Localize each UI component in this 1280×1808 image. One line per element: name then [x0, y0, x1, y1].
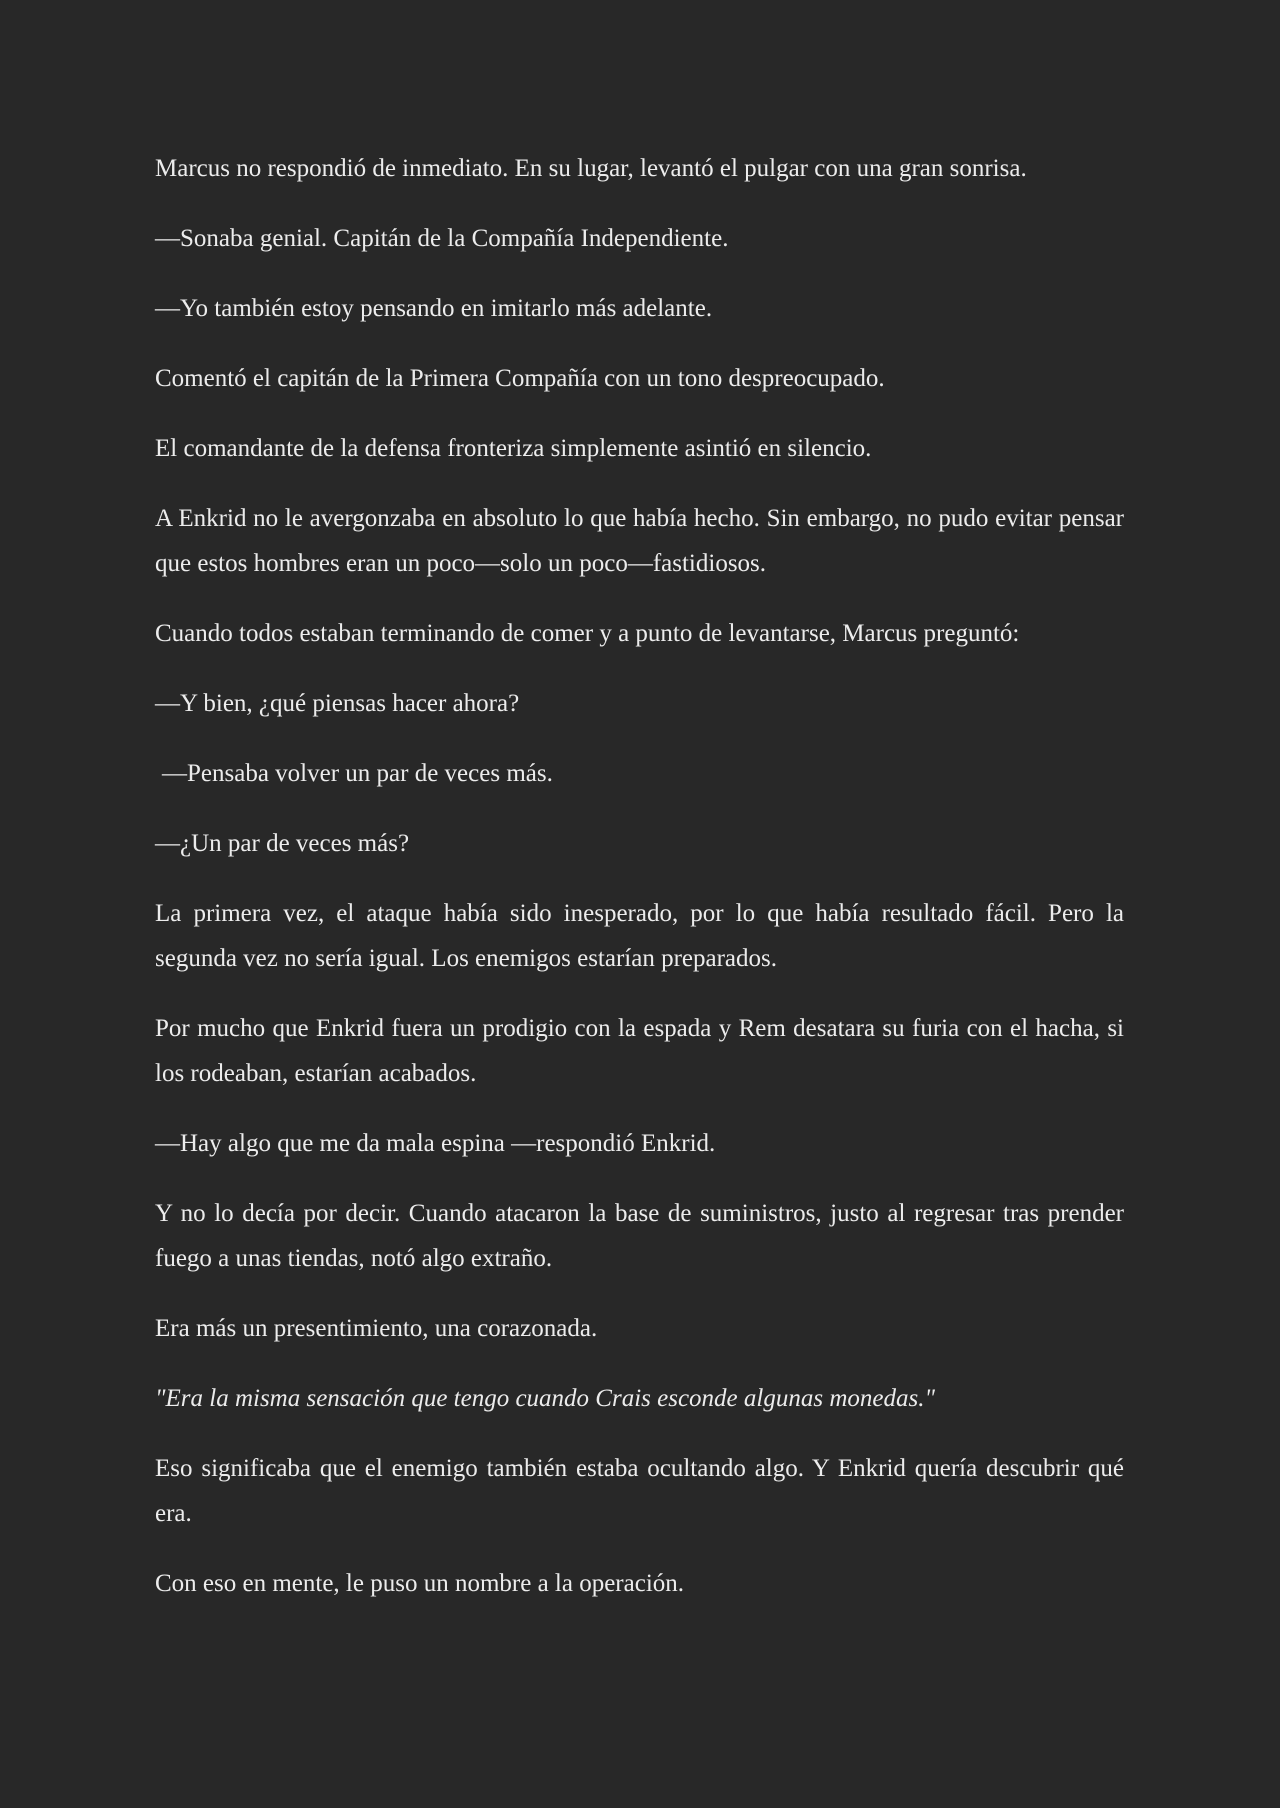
- paragraph-17: Eso significaba que el enemigo también estaba ocultando algo. Y Enkrid quería descubrir qué era.: [155, 1455, 1124, 1527]
- paragraph-2: —Sonaba genial. Capitán de la Compañía Independiente.: [155, 225, 729, 252]
- paragraph-14: Y no lo decía por decir. Cuando atacaron la base de suministros, justo al regresar tras prender fuego a unas tiendas, notó algo extraño.: [155, 1200, 1124, 1272]
- paragraph-15: Era más un presentimiento, una corazonada.: [155, 1315, 598, 1342]
- paragraph-9: —Pensaba volver un par de veces más.: [162, 760, 553, 787]
- paragraph-13: —Hay algo que me da mala espina —respondió Enkrid.: [155, 1130, 716, 1157]
- paragraph-7: Cuando todos estaban terminando de comer y a punto de levantarse, Marcus preguntó:: [155, 620, 1020, 647]
- paragraph-18: Con eso en mente, le puso un nombre a la operación.: [155, 1570, 685, 1597]
- paragraph-12: Por mucho que Enkrid fuera un prodigio con la espada y Rem desatara su furia con el hacha, si los rodeaban, estarían acabados.: [155, 1015, 1124, 1087]
- paragraph-4: Comentó el capitán de la Primera Compañía con un tono despreocupado.: [155, 365, 885, 392]
- paragraph-6: A Enkrid no le avergonzaba en absoluto lo que había hecho. Sin embargo, no pudo evitar pensar que estos hombres eran un poco—solo un poco—fastidiosos.: [155, 505, 1124, 577]
- paragraph-11: La primera vez, el ataque había sido inesperado, por lo que había resultado fácil. Pero la segunda vez no sería igual. Los enemigos estarían preparados.: [155, 900, 1124, 972]
- paragraph-1: Marcus no respondió de inmediato. En su lugar, levantó el pulgar con una gran sonrisa.: [155, 155, 1027, 182]
- paragraph-5: El comandante de la defensa fronteriza simplemente asintió en silencio.: [155, 435, 872, 462]
- paragraph-8: —Y bien, ¿qué piensas hacer ahora?: [155, 690, 520, 717]
- paragraph-16-thought: "Era la misma sensación que tengo cuando Crais esconde algunas monedas.": [155, 1385, 935, 1412]
- paragraph-3: —Yo también estoy pensando en imitarlo más adelante.: [155, 295, 713, 322]
- paragraph-10: —¿Un par de veces más?: [155, 830, 410, 857]
